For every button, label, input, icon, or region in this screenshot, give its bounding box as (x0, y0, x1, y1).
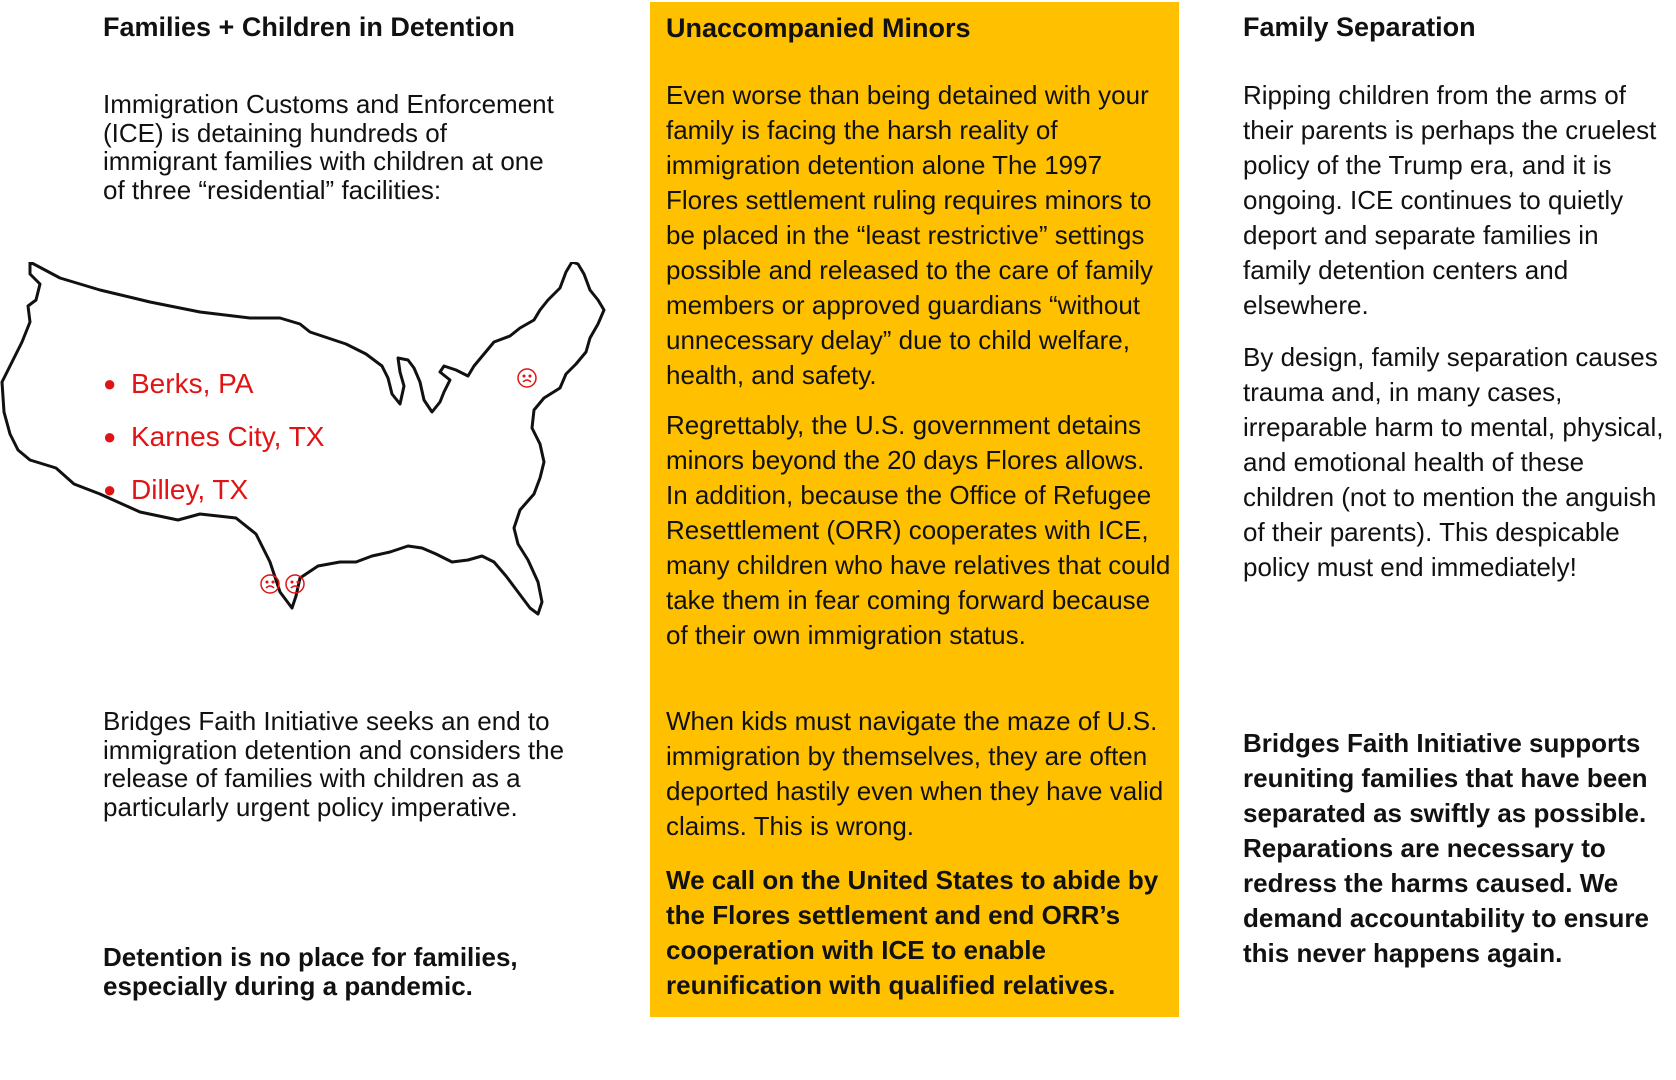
location-label: Berks, PA (131, 368, 254, 399)
location-label: Karnes City, TX (131, 421, 325, 452)
bullet-icon: ● (103, 371, 117, 396)
middle-paragraph: Even worse than being detained with your family is facing the harsh reality of immigration detention alone The 1997 Flores settlement ruling requires minors to be placed in the “least restrictive” settings possible and released to the care of family members or approved guardians “without unnecessary delay” due to child welfare, health, and safety. (666, 80, 1154, 390)
location-item (103, 463, 324, 516)
left-closing-statement: Detention is no place for families, especially during a pandemic. (103, 942, 518, 1001)
location-item (103, 410, 324, 463)
middle-paragraph: When kids must navigate the maze of U.S. immigration by themselves, they are often deported hastily even when they have valid claims. This is wrong. (666, 706, 1164, 841)
detention-locations-list (103, 357, 324, 516)
bullet-icon: ● (103, 477, 117, 502)
left-intro-text: Immigration Customs and Enforcement (ICE) is detaining hundreds of immigrant families with children at one of three “residential” facilities: (103, 89, 554, 205)
sad-face-icon (286, 575, 304, 593)
location-label: Dilley, TX (131, 474, 249, 505)
left-heading: Families + Children in Detention (103, 12, 515, 42)
left-column (103, 10, 563, 44)
right-heading: Family Separation (1243, 12, 1476, 42)
middle-call-to-action: We call on the United States to abide by the Flores settlement and end ORR’s cooperation with ICE to enable reunification with qualified relatives. (666, 865, 1159, 1000)
right-paragraph: By design, family separation causes trauma and, in many cases, irreparable harm to mental, physical, and emotional health of these children (not to mention the anguish of their parents). This despicable policy must end immediately! (1243, 342, 1664, 582)
right-call-to-action: Bridges Faith Initiative supports reuniting families that have been separated as swiftly as possible. Reparations are necessary to redress the harms caused. We demand accountability to ensure this never happens again. (1243, 728, 1649, 968)
middle-heading: Unaccompanied Minors (666, 13, 971, 43)
bullet-icon: ● (103, 424, 117, 449)
left-description: Bridges Faith Initiative seeks an end to immigration detention and considers the release of families with children as a particularly urgent policy imperative. (103, 706, 565, 822)
location-item (103, 357, 324, 410)
middle-paragraph: Regrettably, the U.S. government detains minors beyond the 20 days Flores allows. In addition, because the Office of Refugee Resettlement (ORR) cooperates with ICE, many children who have relatives that could take them in fear coming forward because of their own immigration status. (666, 410, 1171, 650)
middle-column (650, 2, 1179, 1017)
right-paragraph: Ripping children from the arms of their parents is perhaps the cruelest policy of the Trump era, and it is ongoing. ICE continues to quietly deport and separate families in family detention centers and elsewhere. (1243, 80, 1657, 320)
sad-face-icon (518, 369, 536, 387)
right-column (1243, 10, 1676, 44)
